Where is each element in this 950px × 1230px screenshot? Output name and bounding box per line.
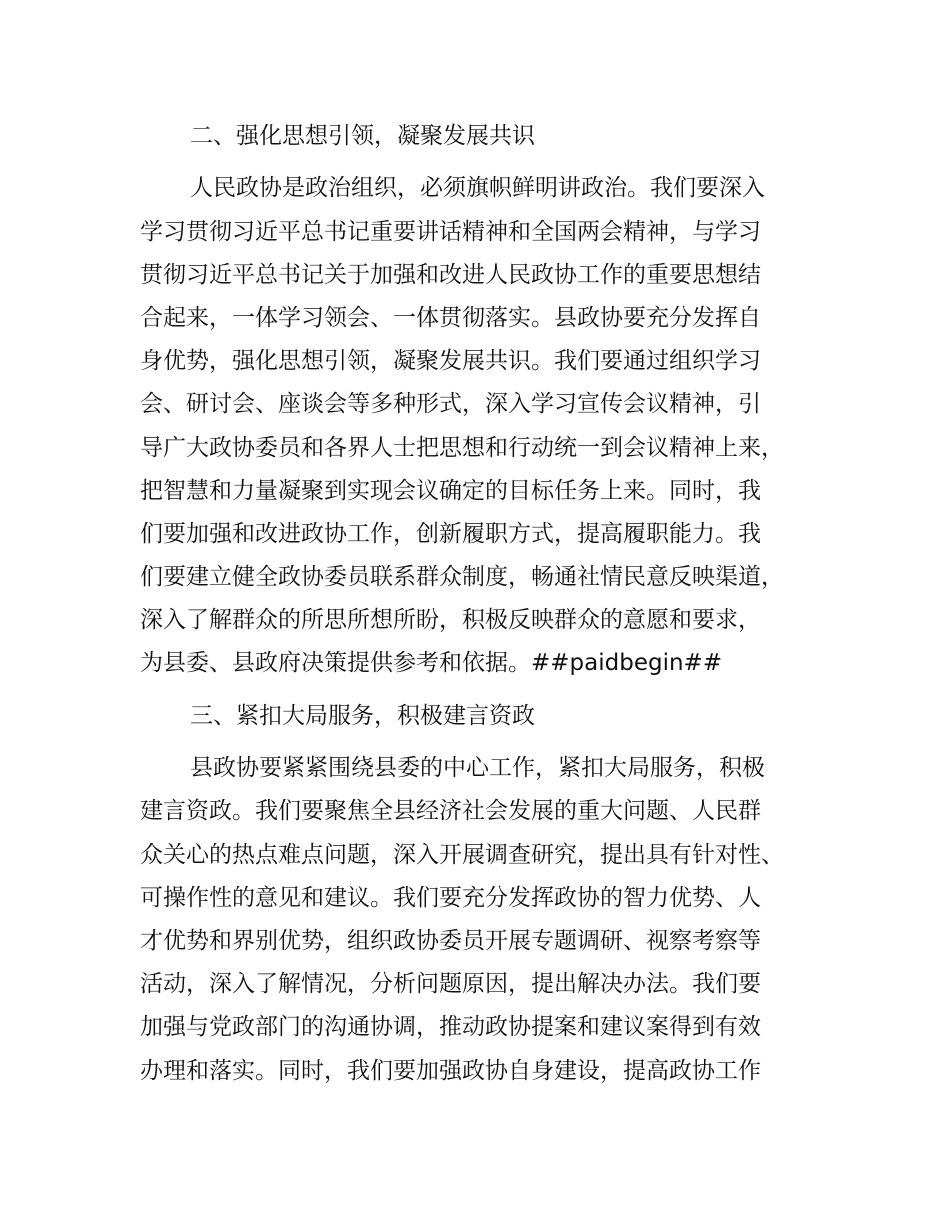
paragraph-line: 导广大政协委员和各界人士把思想和行动统一到会议精神上来， <box>140 434 784 461</box>
paragraph-line: 学习贯彻习近平总书记重要讲话精神和全国两会精神，与学习 <box>140 218 761 245</box>
paragraph-line: 把智慧和力量凝聚到实现会议确定的目标任务上来。同时，我 <box>140 477 761 504</box>
section-heading: 三、紧扣大局服务，积极建言资政 <box>190 702 535 729</box>
paragraph-line: 贯彻习近平总书记关于加强和改进人民政协工作的重要思想结 <box>140 261 761 288</box>
paragraph-line: 会、研讨会、座谈会等多种形式，深入学习宣传会议精神，引 <box>140 391 761 418</box>
paragraph-line: 县政协要紧紧围绕县委的中心工作，紧扣大局服务，积极 <box>190 755 765 782</box>
paragraph-line: 可操作性的意见和建议。我们要充分发挥政协的智力优势、人 <box>140 884 761 911</box>
paragraph-line: 建言资政。我们要聚焦全县经济社会发展的重大问题、人民群 <box>140 798 761 825</box>
paragraph-line: 们要加强和改进政协工作，创新履职方式，提高履职能力。我 <box>140 520 761 547</box>
paragraph-line: 深入了解群众的所思所想所盼，积极反映群众的意愿和要求， <box>140 607 761 634</box>
paragraph-line: 活动，深入了解情况，分析问题原因，提出解决办法。我们要 <box>140 971 761 998</box>
paragraph-line: 人民政协是政治组织，必须旗帜鲜明讲政治。我们要深入 <box>190 175 765 202</box>
paragraph-line: 才优势和界别优势，组织政协委员开展专题调研、视察考察等 <box>140 927 761 954</box>
paragraph-line: 办理和落实。同时，我们要加强政协自身建设，提高政协工作 <box>140 1057 761 1084</box>
paragraph-line: 众关心的热点难点问题，深入开展调查研究，提出具有针对性、 <box>140 841 784 868</box>
paragraph-line: 加强与党政部门的沟通协调，推动政协提案和建议案得到有效 <box>140 1014 761 1041</box>
paragraph-line: 身优势，强化思想引领，凝聚发展共识。我们要通过组织学习 <box>140 348 761 375</box>
paragraph-line: 为县委、县政府决策提供参考和依据。##paidbegin## <box>140 650 723 677</box>
section-paragraph <box>140 167 840 685</box>
paragraph-line: 合起来，一体学习领会、一体贯彻落实。县政协要充分发挥自 <box>140 304 761 331</box>
paragraph-line: 们要建立健全政协委员联系群众制度，畅通社情民意反映渠道， <box>140 564 784 591</box>
section-heading: 二、强化思想引领，凝聚发展共识 <box>190 123 535 149</box>
section-paragraph <box>140 747 840 1093</box>
document-body <box>140 115 840 1093</box>
